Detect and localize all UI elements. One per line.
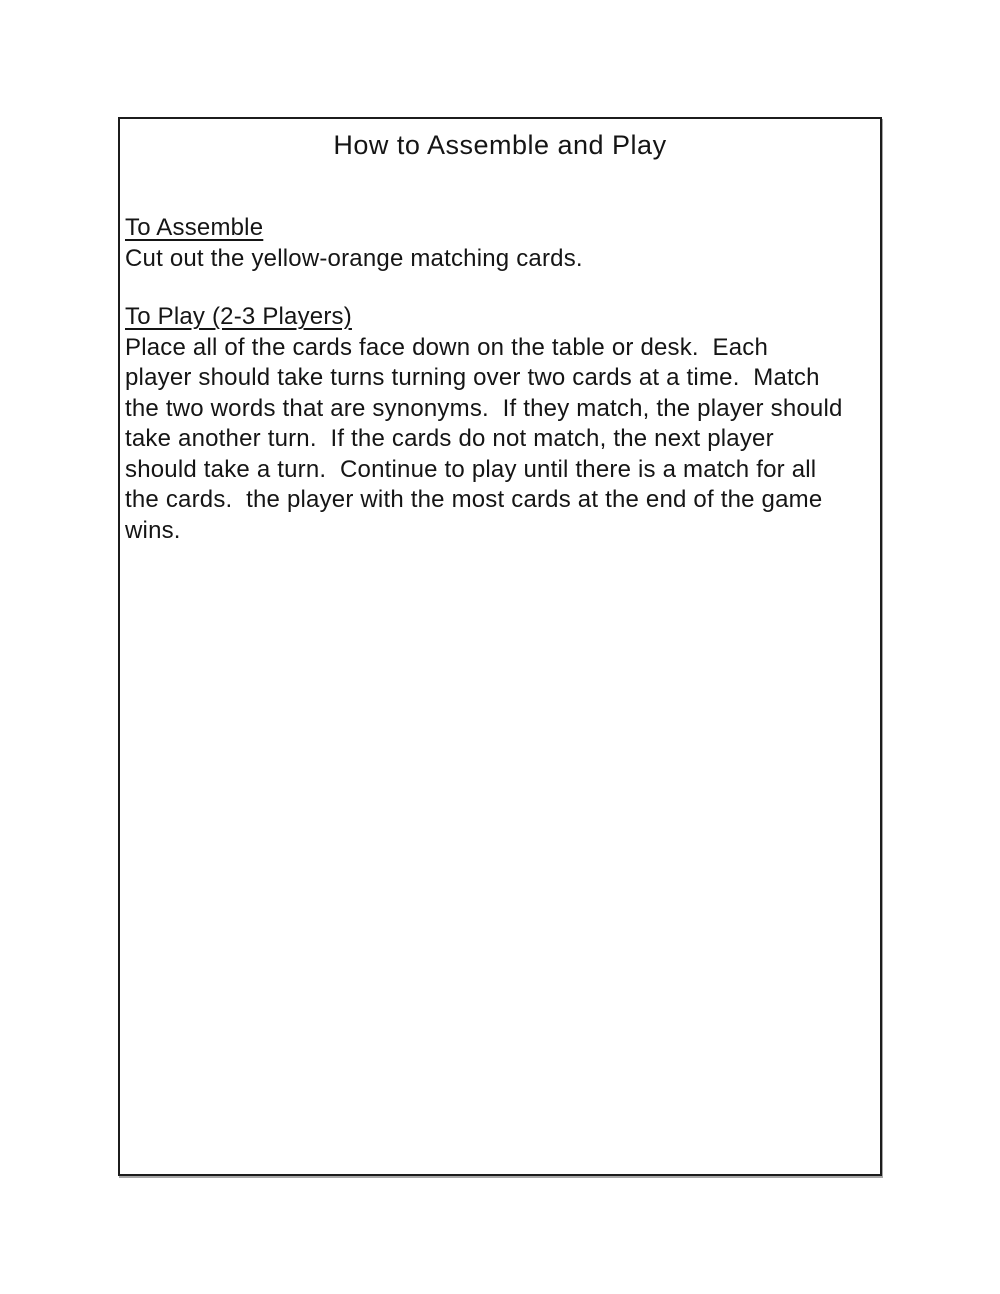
- section-play: [125, 302, 876, 546]
- play-line: player should take turns turning over two cards at a time. Match: [125, 364, 820, 391]
- instructions-box: [118, 117, 882, 1176]
- play-line: wins.: [125, 516, 181, 544]
- play-line: take another turn. If the cards do not match, the next player: [125, 425, 774, 452]
- play-line: the cards. the player with the most cards at the end of the game: [125, 486, 823, 513]
- play-line: the two words that are synonyms. If they match, the player should: [125, 394, 843, 422]
- assemble-heading-text: To Assemble: [125, 214, 264, 241]
- play-line: should take a turn. Continue to play until there is a match for all: [125, 455, 817, 483]
- play-heading: [125, 302, 876, 333]
- page-title: How to Assemble and Play: [333, 130, 667, 160]
- assemble-heading: [125, 213, 876, 244]
- section-assemble: [125, 213, 876, 274]
- play-line: Place all of the cards face down on the table or desk. Each: [125, 333, 769, 361]
- assemble-line: Cut out the yellow-orange matching cards.: [125, 244, 583, 272]
- document-content: [120, 213, 880, 546]
- play-heading-text: To Play (2-3 Players): [125, 303, 352, 330]
